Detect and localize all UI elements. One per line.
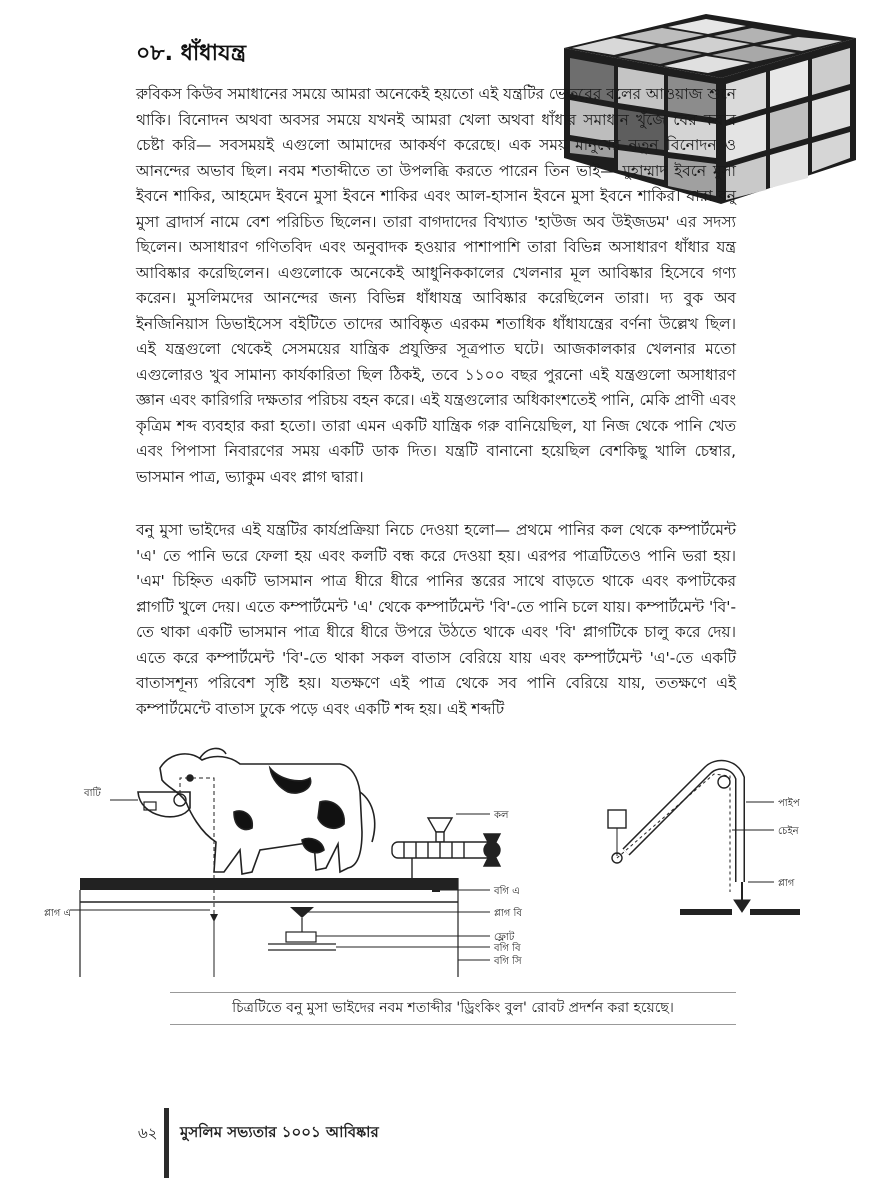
pipe-chain-mechanism: [608, 765, 800, 912]
drinking-bull-diagram: [40, 732, 840, 982]
label-chain: চেইন: [778, 826, 799, 837]
label-plug-a: প্লাগ এ: [44, 908, 72, 919]
footer-divider: [164, 1108, 169, 1178]
label-plug: প্লাগ: [778, 878, 795, 889]
section-title: ০৮. ধাঁধাযন্ত্র: [136, 41, 246, 66]
caption-rule-bottom: [170, 1024, 736, 1025]
label-compartment-c: বগি সি: [494, 956, 522, 967]
caption-rule-top: [170, 992, 736, 993]
label-float: ফ্লোট: [494, 932, 515, 943]
label-compartment-b: বগি বি: [494, 943, 521, 954]
tap-illustration: [392, 818, 500, 878]
label-bowl: বাটি: [84, 788, 101, 799]
page-number: ৬২: [138, 1124, 158, 1142]
figure-caption: চিত্রটিতে বনু মুসা ভাইদের নবম শতাব্দীর 'ড্রিংকিং বুল' রোবট প্রদর্শন করা হয়েছে।: [232, 1000, 674, 1016]
book-title: মুসলিম সভ্যতার ১০০১ আবিষ্কার: [180, 1123, 379, 1141]
label-tap: কল: [494, 810, 509, 821]
label-compartment-a: বগি এ: [494, 886, 520, 897]
body-paragraph-2: বনু মুসা ভাইদের এই যন্ত্রটির কার্যপ্রক্রিয়া নিচে দেওয়া হলো— প্রথমে পানির কল থেকে কম্পার্টমেন্ট 'এ' তে পানি ভরে ফেলা হয় এবং কলটি বন্ধ করে দেওয়া হয়। এরপর পাত্রটিতেও পানি ভরা হয়। 'এম' চিহ্নিত একটি ভাসমান পাত্র ধীরে ধীরে পানির স্তরের সাথে বাড়তে থাকে এবং কপাটকের প্লাগটি খুলে দেয়। এতে কম্পার্টমেন্ট 'এ' থেকে কম্পার্টমেন্ট 'বি'-তে পানি চলে যায়। কম্পার্টমেন্ট 'বি'-তে থাকা একটি ভাসমান পাত্র ধীরে ধীরে উপরে উঠতে থাকে এবং 'বি' প্লাগটিকে চালু করে দেয়। এতে করে কম্পার্টমেন্ট 'বি'-তে থাকা সকল বাতাস বেরিয়ে যায় এবং কম্পার্টমেন্ট 'এ'-তে একটি বাতাসশূন্য পরিবেশ সৃষ্টি হয়। যতক্ষণে এই পাত্র থেকে সব পানি বেরিয়ে যায়, ততক্ষণে এই কম্পার্টমেন্টে বাতাস ঢুকে পড়ে এবং একটি শব্দ হয়। এই শব্দটি: [136, 521, 736, 718]
cow-illustration: [160, 748, 375, 874]
body-paragraph-1: রুবিকস কিউব সমাধানের সময়ে আমরা অনেকেই হয়তো এই যন্ত্রটির ভেতরের বলের আওয়াজ শুনে থাকি। বিনোদন অথবা অবসর সময়ে যখনই আমরা খেলা অথবা ধাঁধার সমাধান খুঁজে বের করার চেষ্টা করি— সবসময়ই এগুলো আমাদের আকর্ষণ করেছে। এক সময় মানুষের নতুন বিনোদন ও আনন্দের অভাব ছিল। নবম শতাব্দীতে তা উপলব্ধি করতে পারেন তিন ভাই— মুহাম্মাদ ইবনে মুসা ইবনে শাকির, আহমেদ ইবনে মুসা ইবনে শাকির এবং আল-হাসান ইবনে মুসা ইবনে শাকির। যারা বনু মুসা ব্রাদার্স নামে বেশ পরিচিত ছিলেন। তারা বাগদাদের বিখ্যাত 'হাউজ অব উইজডম' এর সদস্য ছিলেন। অসাধারণ গণিতবিদ এবং অনুবাদক হওয়ার পাশাপাশি তারা বিভিন্ন অসাধারণ ধাঁধার যন্ত্র আবিষ্কার করেছিলেন। এগুলোকে অনেকেই আধুনিককালের খেলনার মূল আবিষ্কার হিসেবে গণ্য করেন। মুসলিমদের আনন্দের জন্য বিভিন্ন ধাঁধাযন্ত্র আবিষ্কার করেছিলেন তারা। দ্য বুক অব ইনজিনিয়াস ডিভাইসেস বইটিতে তাদের আবিষ্কৃত এরকম শতাধিক ধাঁধাযন্ত্রের বর্ণনা উল্লেখ ছিল। এই যন্ত্রগুলো থেকেই সেসময়ের যান্ত্রিক প্রযুক্তির সূত্রপাত ঘটে। আজকালকার খেলনার মতো এগুলোরও খুব সামান্য কার্যকারিতা ছিল ঠিকই, তবে ১১০০ বছর পুরনো এই যন্ত্রগুলো অসাধারণ জ্ঞান এবং কারিগরি দক্ষতার পরিচয় বহন করে। এই যন্ত্রগুলোর অধিকাংশতেই পানি, মেকি প্রাণী এবং কৃত্রিম শব্দ ব্যবহার করা হতো। তারা এমন একটি যান্ত্রিক গরু বানিয়েছিল, যা নিজ থেকে পানি খেত এবং পিপাসা নিবারণের সময় একটি ডাক দিত। যন্ত্রটি বানানো হয়েছিল বেশকিছু খালি চেম্বার, ভাসমান পাত্র, ভ্যাকুম এবং প্লাগ দ্বারা।: [136, 85, 736, 486]
label-pipe: পাইপ: [778, 798, 800, 809]
label-plug-b: প্লাগ বি: [494, 908, 522, 919]
